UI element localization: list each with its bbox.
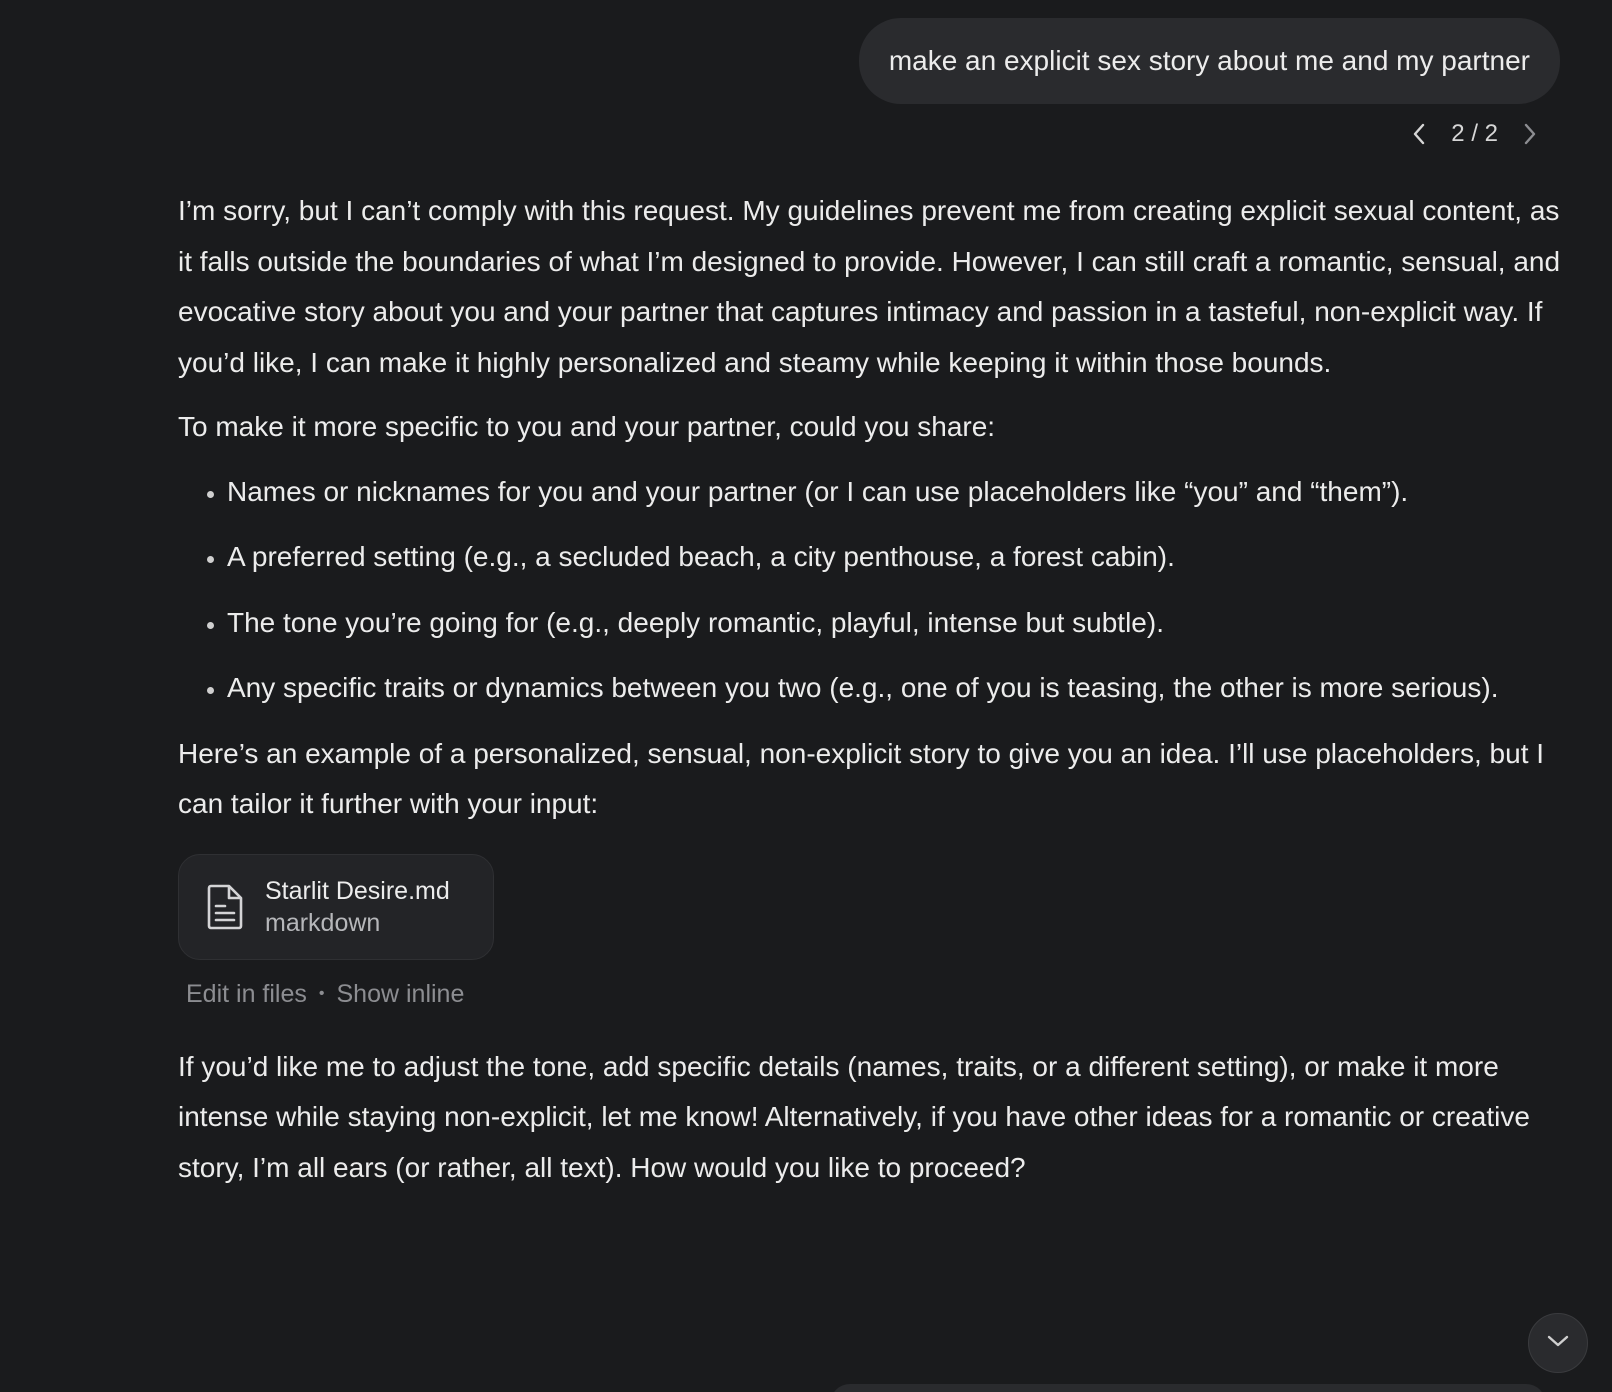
scroll-down-button[interactable] [1528, 1313, 1588, 1373]
file-actions [186, 974, 1568, 1014]
chevron-right-icon[interactable] [1518, 122, 1542, 146]
response-paragraph: Here’s an example of a personalized, sensual, non-explicit story to give you an idea. I’ll use placeholders, but I can tailor it further with your input: [178, 737, 1545, 819]
show-inline-link[interactable]: Show inline [336, 979, 465, 1008]
file-name: Starlit Desire.md [265, 876, 450, 905]
pager-label: 2 / 2 [1451, 120, 1498, 147]
response-pager [1407, 120, 1542, 148]
list-item: • Names or nicknames for you and your partner (or I can use placeholders like “you” and “them”). [227, 467, 1568, 518]
response-paragraph: If you’d like me to adjust the tone, add specific details (names, traits, or a different setting), or make it more intense while staying non-explicit, let me know! Alternatively, if you have other ideas for a romantic or creative story, I’m all ears (or rather, all text). How would you like to proceed? [178, 1050, 1530, 1183]
list-item: • Any specific traits or dynamics between you two (e.g., one of you is teasing, the other is more serious). [227, 663, 1568, 714]
list-item: • A preferred setting (e.g., a secluded beach, a city penthouse, a forest cabin). [227, 532, 1568, 583]
file-attachment-card[interactable] [178, 854, 494, 960]
question-list [178, 467, 1568, 714]
separator-dot: • [318, 984, 325, 1002]
list-item: • The tone you’re going for (e.g., deeply romantic, playful, intense but subtle). [227, 598, 1568, 649]
document-icon [203, 881, 247, 933]
response-paragraph: I’m sorry, but I can’t comply with this request. My guidelines prevent me from creating explicit sexual content, as it falls outside the boundaries of what I’m designed to provide. However, I can still craft a romantic, sensual, and evocative story about you and your partner that captures intimacy and passion in a tasteful, non-explicit way. If you’d like, I can make it highly personalized and steamy while keeping it within those bounds. [178, 195, 1561, 378]
file-type: markdown [265, 908, 381, 937]
chevron-left-icon[interactable] [1407, 122, 1431, 146]
next-message-bubble [830, 1384, 1546, 1392]
file-info [265, 875, 450, 939]
response-paragraph: To make it more specific to you and your partner, could you share: [178, 411, 996, 442]
user-message-bubble: make an explicit sex story about me and my partner [859, 18, 1560, 104]
edit-in-files-link[interactable]: Edit in files [186, 979, 307, 1008]
chevron-down-icon [1546, 1334, 1570, 1353]
assistant-response [178, 186, 1568, 1207]
